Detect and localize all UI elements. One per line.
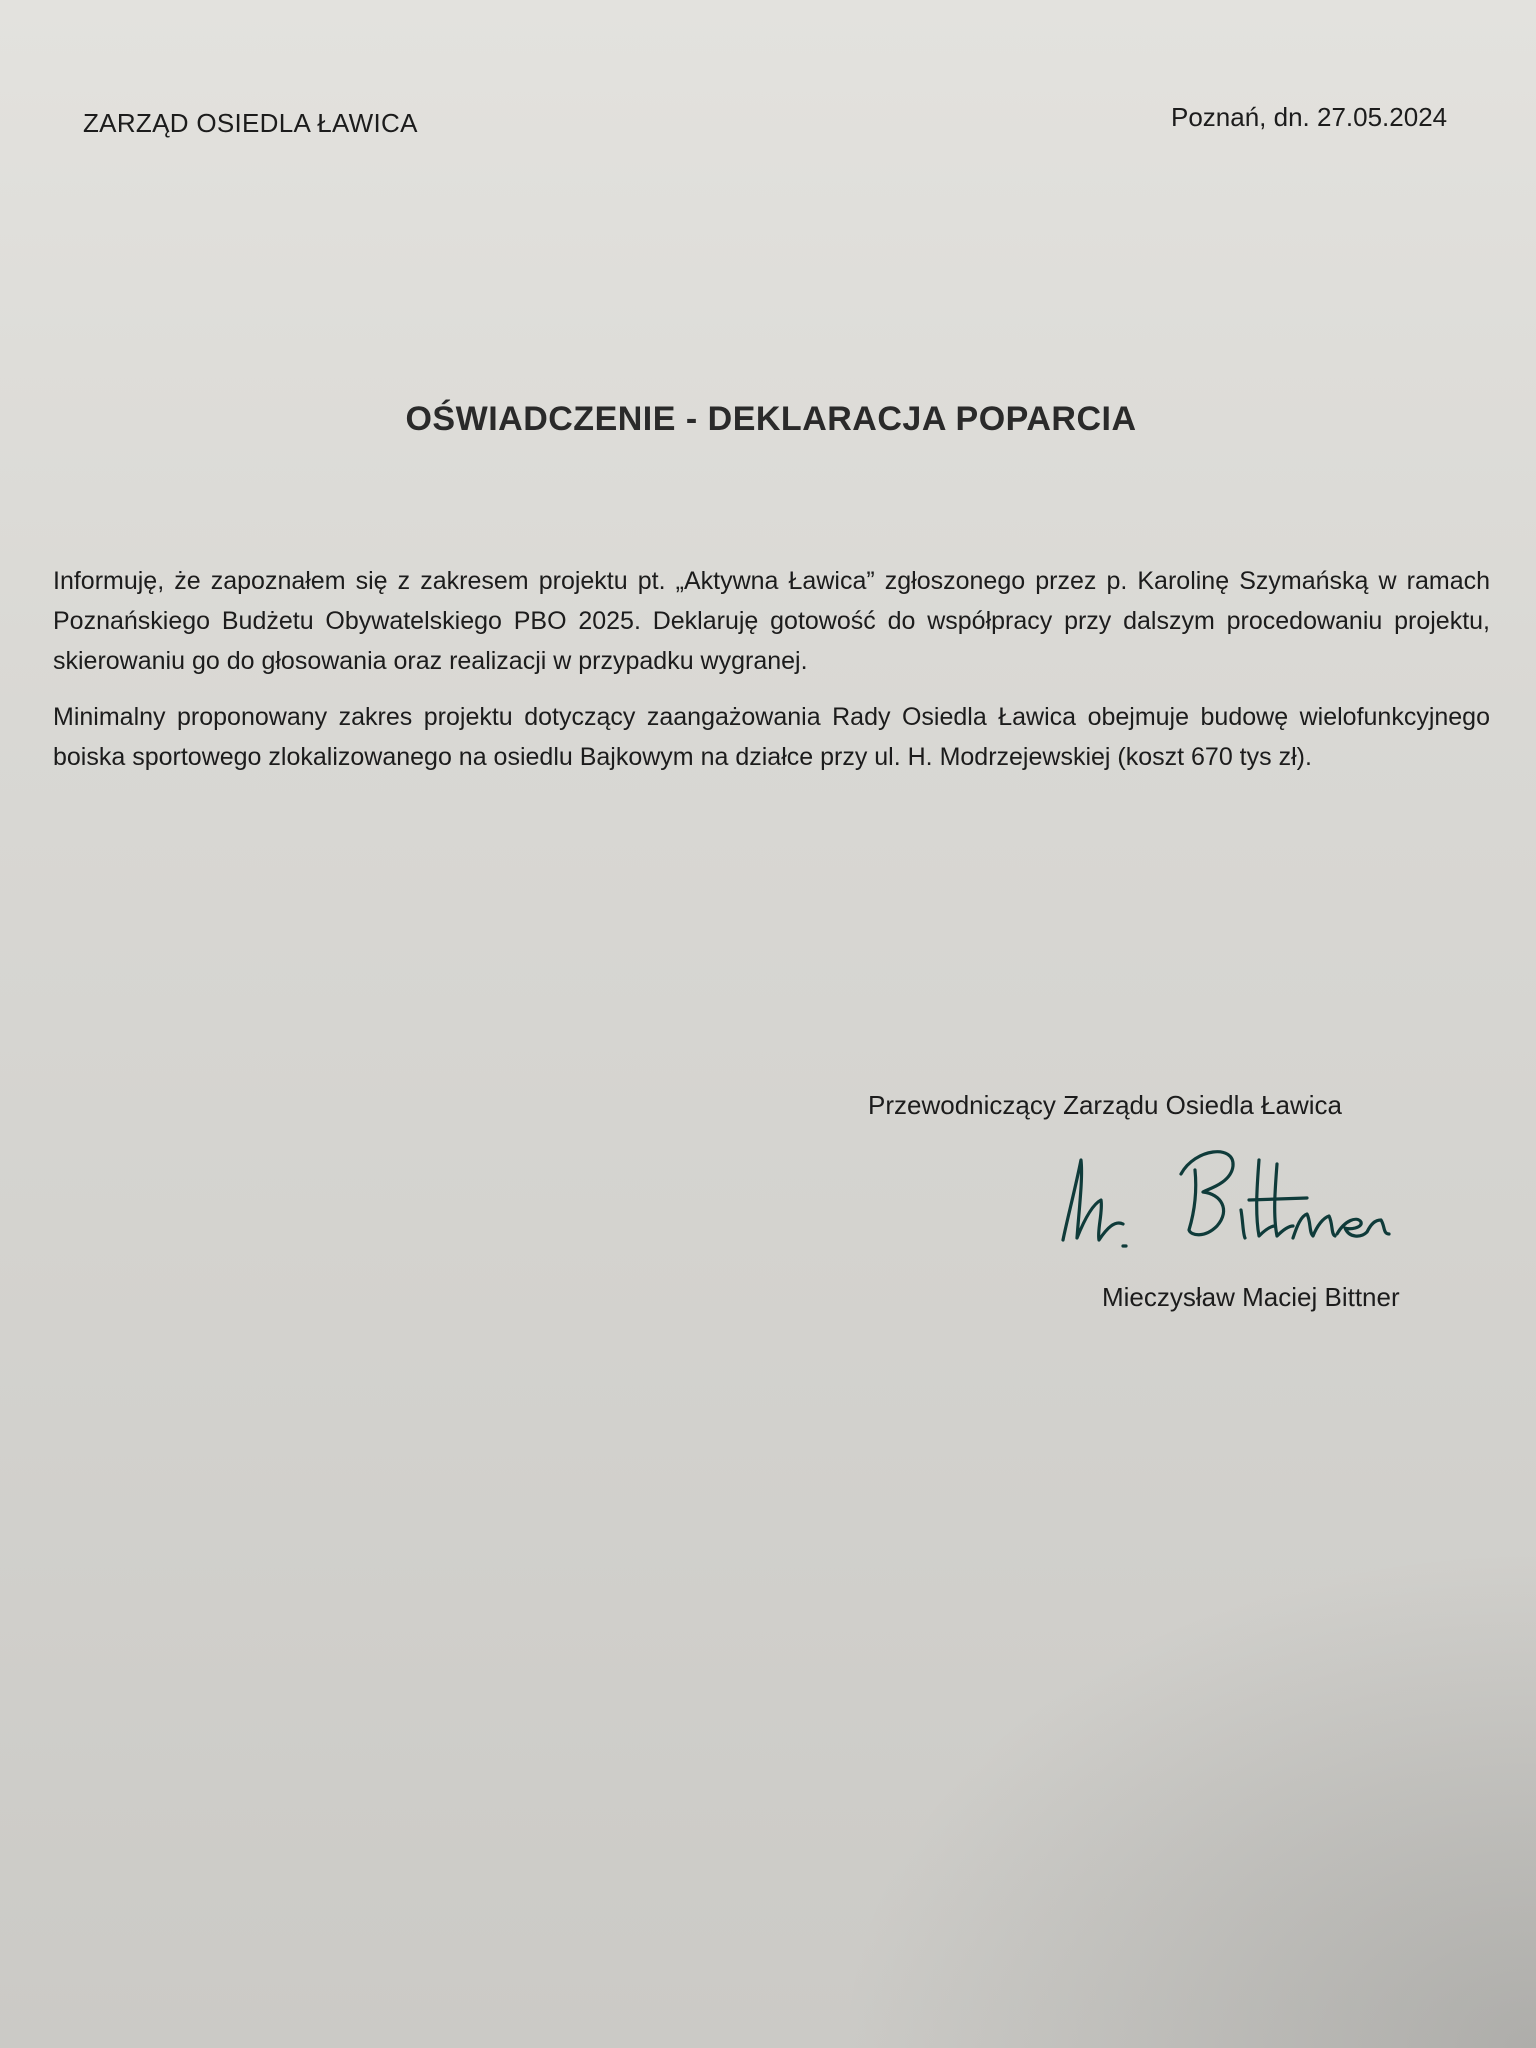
paper-shadow	[836, 1548, 1536, 2048]
signatory-name: Mieczysław Maciej Bittner	[1102, 1282, 1400, 1312]
body-paragraph-2: Minimalny proponowany zakres projektu dotyczący zaangażowania Rady Osiedla Ławica obejmuje budowę wielofunkcyjnego boiska sportowego zlokalizowanego na osiedlu Bajkowym na działce przy ul. H. Modrzejewskiej (koszt 670 tys zł).	[53, 703, 1490, 771]
organization-header: ZARZĄD OSIEDLA ŁAWICA	[83, 108, 418, 138]
handwritten-signature	[1045, 1130, 1415, 1260]
place-and-date: Poznań, dn. 27.05.2024	[1171, 102, 1448, 132]
document-title: OŚWIADCZENIE - DEKLARACJA POPARCIA	[405, 400, 1137, 438]
signatory-role: Przewodniczący Zarządu Osiedla Ławica	[868, 1090, 1342, 1120]
body-paragraph-1: Informuję, że zapoznałem się z zakresem projektu pt. „Aktywna Ławica” zgłoszonego przez p. Karolinę Szymańską w ramach Poznańskiego Budżetu Obywatelskiego PBO 2025. Deklaruję gotowość do współpracy przy dalszym procedowaniu projektu, skierowaniu go do głosowania oraz realizacji w przypadku wygranej.	[53, 567, 1490, 675]
